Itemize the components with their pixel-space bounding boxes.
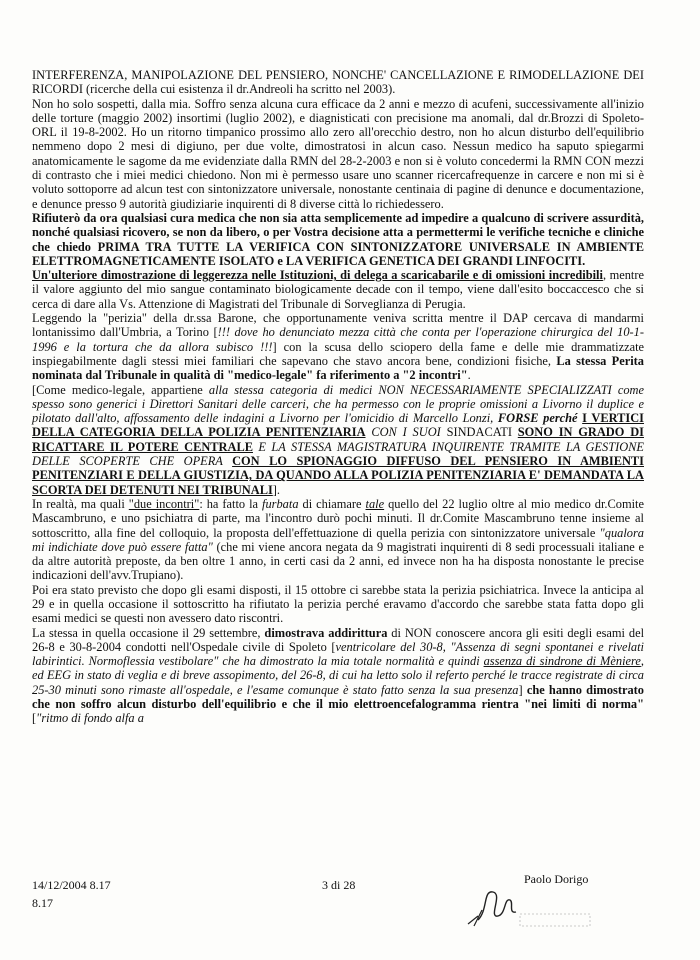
p7-italic-2: "qualora mi indichiate dove può essere fatta": [32, 525, 644, 554]
p7-text-d: quello del 22 luglio oltre al mio medico dr.Comite Mascambruno, e uno psichiatra di parte, ma l'incontro durò pochi minuti. Il dr.Comite Mascambruno tenne insieme al sottoscritto, alla fine del colloquio, la proposta dell'effettuazione di quella perizia con sintonizzatore universale: [32, 496, 644, 540]
p9-italic-1: ventricolare del 30-8, "Assenza di segni spontanei e rivelati labirintici. Normoflessia vestibolare" che ha dimostrato la mia totale normalità e quindi: [32, 639, 644, 669]
p7-text-b: : ha fatto la: [199, 496, 263, 511]
p4-heading: Un'ulteriore dimostrazione di leggerezza nelle Istituzioni, di delega a scaricabarile e di omissioni incredibili: [32, 268, 603, 283]
p9-italic-2: , ed EEG in stato di veglia e di breve assopimento, del 26-8, di cui ha letto solo il referto perché le tracce registrate di circa 25-30 minuti sono rimaste all'ospedale, e l'esame comunque è stato fatto senza la sua presenza: [32, 654, 644, 697]
footer-time: 8.17: [32, 896, 53, 910]
document-body: [32, 68, 644, 726]
p8-text: Poi era stato previsto che dopo gli esami disposti, il 15 ottobre ci sarebbe stata la perizia psichiatrica. Invece la anticipa al 29 e in quella occasione il sottoscritto ha rifiutato la perizia perché eravamo d'accordo che sarebbe stata fatta dopo gli esami medici se questi non avessero dato riscontri.: [32, 582, 644, 626]
p6-bold-italic: FORSE perché: [493, 411, 583, 426]
p6-bold-underline-3: CON LO SPIONAGGIO DIFFUSO DEL PENSIERO IN AMBIENTI PENITENZIARI E DELLA GIUSTIZIA, DA QUANDO ALLA POLIZIA PENITENZIARIA E' DEMANDATA LA SCORTA DEI DETENUTI NEI TRIBUNALI: [32, 454, 644, 497]
p6-italic-2: CON I SUOI: [365, 425, 447, 440]
paragraph-3: [32, 211, 644, 268]
paragraph-4: [32, 268, 644, 311]
p5-end: .: [467, 368, 471, 383]
signature-icon: [448, 880, 598, 930]
p2-text: Non ho solo sospetti, dalla mia. Soffro senza alcuna cura efficace da 2 anni e mezzo di acufeni, successivamente all'inizio delle torture (maggio 2002) insortimi (luglio 2002), e diagnisticati con precisione ma anomali, dal dr.Brozzi di Spoleto-ORL il 19-8-2002. Ho un ritorno timpanico prossimo allo zero all'orecchio destro, non ho alcun disturbo dell'equilibrio nemmeno dopo 2 mesi di digiuno, per due volte, dimostratosi in alcun caso. Nessun medico ha saputo spiegarmi anatomicamente le sagome da me evidenziate dalla RMN del 28-2-2003 e non si è voluto concedermi la RMN CON mezzi di contrasto che i miei medici chiedono. Non mi è permesso usare uno scanner ricercafrequenze in carcere e non mi si è voluto sottoporre ad alcun test con sintonizzatore universale, nonostante centinaia di pagine di denunce e documentazione, e denunce presso 9 autorità giudiziarie inquirenti di 8 diverse città lo richiedessero.: [32, 96, 644, 211]
p6-bold-underline-1: I VERTICI DELLA CATEGORIA DELLA POLIZIA PENITENZIARIA: [32, 411, 644, 440]
p7-italic-underline: tale: [365, 496, 385, 511]
footer-author: Paolo Dorigo: [524, 872, 589, 886]
p5-bold: La stessa Perita nominata dal Tribunale in qualità di "medico-legale" fa riferimento a "2 incontri": [32, 353, 644, 383]
paragraph-9: [32, 626, 644, 726]
paragraph-1: [32, 68, 644, 97]
p9-bold: che hanno dimostrato che non soffro alcun disturbo dell'equilibrio e che il mio elettroencefalogramma rientra "nei limiti di norma": [32, 682, 644, 712]
p9-text-b: di NON conoscere ancora gli esiti degli esami del 26-8 e 30-8-2004 condotti nell'Ospedale civile di Spoleto [: [32, 625, 645, 654]
p7-italic-1: furbata: [262, 496, 299, 511]
p3-text: Rifiuterò da ora qualsiasi cura medica che non sia atta semplicemente ad impedire a qualcuno di scrivere assurdità, nonché qualsiasi ricovero, se non da libero, o per Vostra decisione atta a permettermi le verifiche tecniche e cliniche che chiedo PRIMA TRA TUTTE LA VERIFICA CON SINTONIZZATORE UNIVERSALE IN AMBIENTE ELETTROMAGNETICAMENTE ISOLATO e LA VERIFICA GENETICA DEI GRANDI LINFOCITI.: [32, 210, 644, 268]
paragraph-7: [32, 497, 644, 583]
p7-text-a: In realtà, ma quali: [32, 496, 129, 511]
p7-text-e: (che mi viene ancora negata da 9 magistrati inquirenti di 8 sedi processuali italiane e da altre autorità preposte, da ben oltre 1 anno, in certi casi da 2 anni, ed invece non ha ha disposta nonostante le precise indicazioni dell'avv.Trupiano).: [32, 539, 644, 583]
p5-italic: !!! dove ho denunciato mezza città che conta per l'operazione chirurgica del 10-1-1996 e la tortura che da allora subisco !!!: [32, 325, 644, 354]
p9-text-d: [: [32, 711, 37, 726]
p9-text-c: ]: [518, 682, 527, 697]
footer-page-number: 3 di 28: [322, 878, 356, 892]
p9-italic-underline: assenza di sindrone di Mèniere: [483, 654, 641, 669]
paragraph-8: [32, 583, 644, 626]
p6-text-c: SINDACATI: [446, 425, 518, 440]
paragraph-5: [32, 311, 644, 382]
p1-text: INTERFERENZA, MANIPOLAZIONE DEL PENSIERO, NONCHE' CANCELLAZIONE E RIMODELLAZIONE DEI RICORDI (ricerche della cui esistenza il dr.Andreoli ha scritto nel 2003).: [32, 68, 644, 97]
p6-bold-underline-2: SONO IN GRADO DI RICATTARE IL POTERE CENTRALE: [32, 425, 644, 454]
p7-underline: "due incontri": [128, 496, 200, 511]
p5-text-a: Leggendo la "perizia" della dr.ssa Barone, che opportunamente veniva scritta mentre il DAP cercava di mandarmi lontanissimo dall'Umbria, a Torino [: [32, 311, 644, 340]
paragraph-6: [32, 383, 644, 497]
p6-italic-3: E LA STESSA MAGISTRATURA INQUIRENTE TRAMITE LA GESTIONE DELLE SCOPERTE CHE OPERA: [32, 439, 644, 469]
footer-date-time: 14/12/2004 8.17: [32, 878, 111, 892]
p6-end: ].: [272, 482, 281, 497]
p6-italic-1: alla stessa categoria di medici NON NECESSARIAMENTE SPECIALIZZATI come spesso sono generici i Direttori Sanitari delle carceri, che ha permesso con le proprie omissioni a Livorno il duplice e pilotato dall'alto, affossamento delle indagini a Livorno per l'omicidio di Marcello Lonzi,: [32, 382, 644, 426]
p5-text-b: ] con la scusa dello sciopero della fame e delle mie drammatizzate inspiegabilmente dagli stessi miei familiari che sapevano che stavo ancora bene, condizioni fisiche,: [32, 339, 645, 368]
p9-italic-3: "ritmo di fondo alfa a: [36, 711, 144, 726]
p4-text: , mentre il valore aggiunto del mio sangue contaminato biologicamente decade con il tempo, viene dall'esito boccaccesco che si cerca di dare alla Vs. Attenzione di Magistrati del Tribunale di Sorveglianza di Perugia.: [32, 268, 644, 311]
p6-text-a: [Come medico-legale, appartiene: [32, 382, 209, 397]
paragraph-2: [32, 97, 644, 211]
p7-text-c: di chiamare: [298, 496, 366, 511]
p9-bold-1: dimostrava addirittura: [264, 625, 388, 640]
p9-text-a: La stessa in quella occasione il 29 settembre,: [32, 625, 265, 640]
